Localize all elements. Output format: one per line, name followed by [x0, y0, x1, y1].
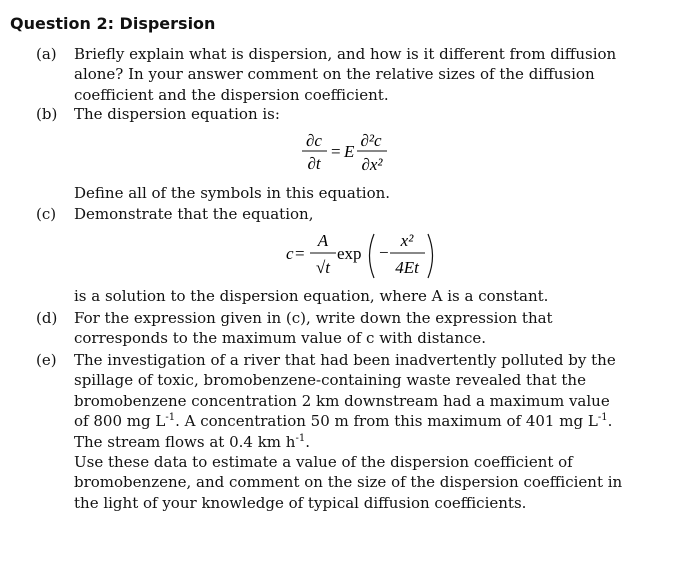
eq2-left-paren — [370, 234, 375, 278]
eq2-right-paren — [428, 234, 433, 278]
dispersion-equation — [300, 130, 430, 178]
part-c-intro: Demonstrate that the equation, — [74, 205, 314, 223]
eq2-lhs: c — [286, 244, 294, 263]
eq2-inner-den: 4Et — [395, 258, 419, 277]
eq2-denominator: √t — [315, 258, 331, 277]
eq1-lhs-den: ∂t — [307, 154, 321, 173]
part-d-label: (d) — [36, 309, 58, 327]
part-b-define: Define all of the symbols in this equation. — [74, 184, 391, 202]
part-b-label: (b) — [36, 105, 58, 123]
eq2-minus: − — [379, 243, 389, 262]
eq2-function: exp — [337, 244, 362, 263]
part-e-label: (e) — [36, 351, 57, 369]
part-e-text: The investigation of a river that had been inadvertently polluted by the spillage of toxic, bromobenzene-containing waste revealed that the bromobenzene concentration 2 km downstream had a maximum value of 800 mg $L^{-1}$. A concentration 50 m from this maximum of 401 mg $L^{-1}$. The stream flows at 0.4 km $h^{-1}$. Use these data to estimate a value of the dispersion coefficient of bromobenzene, and comment on the size of the dispersion coefficient in the light of your knowledge of typical diffusion coefficients. — [74, 351, 623, 512]
part-d-text: For the expression given in (c), write down the expression that corresponds to the maximum value of c with distance. — [74, 309, 553, 348]
part-c-after: is a solution to the dispersion equation, where A is a constant. — [74, 287, 549, 305]
part-a-label: (a) — [36, 45, 57, 63]
eq1-equals: = — [331, 142, 341, 161]
part-c-label: (c) — [36, 205, 57, 223]
eq2-inner-num: x² — [400, 231, 414, 250]
part-a-text: Briefly explain what is dispersion, and how is it different from diffusion alone? In your answer comment on the relative sizes of the diffusion coefficient and the dispersion coefficient. — [74, 45, 617, 104]
eq2-numerator: A — [317, 231, 329, 250]
question-title: Question 2: Dispersion — [10, 14, 216, 33]
eq1-coefficient: E — [344, 142, 355, 161]
eq1-rhs-den: ∂x² — [361, 155, 383, 174]
eq1-lhs-num: ∂c — [306, 131, 322, 150]
solution-equation — [282, 228, 442, 284]
eq2-equals: = — [295, 244, 305, 263]
eq1-rhs-num: ∂²c — [360, 131, 382, 150]
part-b-intro: The dispersion equation is: — [74, 105, 280, 123]
